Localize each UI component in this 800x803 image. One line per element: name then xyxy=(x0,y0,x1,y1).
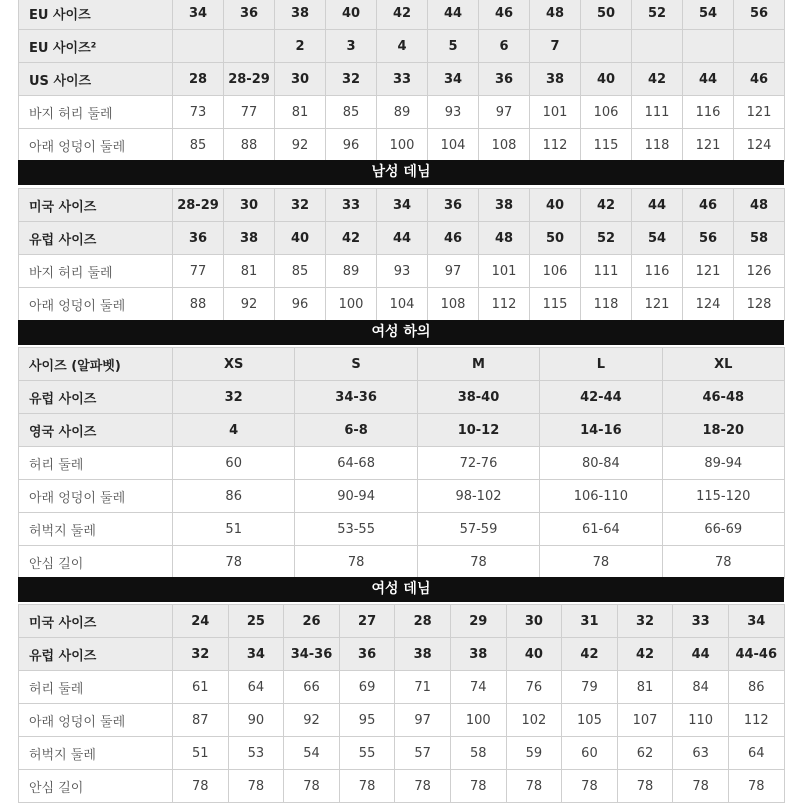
table-cell: 36 xyxy=(479,63,530,96)
table-cell: XL xyxy=(662,348,784,381)
row-label: 안심 길이 xyxy=(19,770,173,803)
table-cell: 81 xyxy=(617,671,673,704)
table-cell: 111 xyxy=(581,255,632,288)
row-label: 미국 사이즈 xyxy=(19,189,173,222)
table-cell: 100 xyxy=(377,129,428,162)
table-cell: 61-64 xyxy=(540,513,662,546)
table-cell: 107 xyxy=(617,704,673,737)
table-row xyxy=(19,129,785,162)
row-label: 아래 엉덩이 둘레 xyxy=(19,288,173,321)
table-cell: 30 xyxy=(275,63,326,96)
table-cell: 10-12 xyxy=(417,414,539,447)
table-cell: 111 xyxy=(632,96,683,129)
table-row xyxy=(19,30,785,63)
women-denim-size-table xyxy=(18,604,785,803)
table-cell: 33 xyxy=(377,63,428,96)
table-cell: 3 xyxy=(326,30,377,63)
row-label: 영국 사이즈 xyxy=(19,414,173,447)
table-cell: 57-59 xyxy=(417,513,539,546)
table-cell: 84 xyxy=(673,671,729,704)
table-cell: 32 xyxy=(275,189,326,222)
table-cell: 104 xyxy=(428,129,479,162)
table-cell: 46 xyxy=(479,0,530,30)
table-cell: 69 xyxy=(339,671,395,704)
table-cell: 112 xyxy=(728,704,784,737)
table-cell: 42 xyxy=(617,638,673,671)
table-cell: 34 xyxy=(728,605,784,638)
table-cell: 115-120 xyxy=(662,480,784,513)
table-row xyxy=(19,638,785,671)
table-cell: 28-29 xyxy=(173,189,224,222)
table-cell: 38 xyxy=(479,189,530,222)
row-label: 사이즈 (알파벳) xyxy=(19,348,173,381)
table-cell: 38 xyxy=(530,63,581,96)
table-cell: 62 xyxy=(617,737,673,770)
table-cell: 53 xyxy=(228,737,284,770)
table-cell: 34 xyxy=(228,638,284,671)
table-cell: 92 xyxy=(275,129,326,162)
table-cell: 58 xyxy=(734,222,785,255)
table-cell: 34-36 xyxy=(295,381,417,414)
table-cell: 78 xyxy=(662,546,784,579)
table-row xyxy=(19,0,785,30)
table-cell: 77 xyxy=(224,96,275,129)
table-cell: 44 xyxy=(632,189,683,222)
table-cell: 118 xyxy=(632,129,683,162)
table-cell: 85 xyxy=(173,129,224,162)
table-cell: 25 xyxy=(228,605,284,638)
row-label: 아래 엉덩이 둘레 xyxy=(19,129,173,162)
table-row xyxy=(19,546,785,579)
women-bottoms-size-table xyxy=(18,347,785,579)
table-cell: 44 xyxy=(683,63,734,96)
table-cell: 44 xyxy=(377,222,428,255)
table-cell: 88 xyxy=(173,288,224,321)
table-cell xyxy=(632,30,683,63)
table-cell: 4 xyxy=(173,414,295,447)
row-label: 아래 엉덩이 둘레 xyxy=(19,480,173,513)
table-cell: 6-8 xyxy=(295,414,417,447)
row-label: 바지 허리 둘레 xyxy=(19,96,173,129)
table-cell: 36 xyxy=(224,0,275,30)
table-cell: 38-40 xyxy=(417,381,539,414)
table-cell: 77 xyxy=(173,255,224,288)
table-cell: 28 xyxy=(395,605,451,638)
table-cell: 121 xyxy=(632,288,683,321)
table-cell: 42 xyxy=(562,638,618,671)
table-cell: 28-29 xyxy=(224,63,275,96)
table-row xyxy=(19,704,785,737)
table-cell: 115 xyxy=(581,129,632,162)
table-cell: 32 xyxy=(173,638,229,671)
table-cell: 64 xyxy=(728,737,784,770)
table-cell xyxy=(734,30,785,63)
table-cell: 32 xyxy=(173,381,295,414)
men-denim-size-table xyxy=(18,188,785,321)
table-cell: 51 xyxy=(173,513,295,546)
table-cell: 54 xyxy=(632,222,683,255)
table-cell: 86 xyxy=(728,671,784,704)
table-cell: 96 xyxy=(275,288,326,321)
table-cell: 118 xyxy=(581,288,632,321)
table-cell xyxy=(683,30,734,63)
table-cell: 95 xyxy=(339,704,395,737)
table-cell: 61 xyxy=(173,671,229,704)
table-cell: 97 xyxy=(479,96,530,129)
table-cell: 88 xyxy=(224,129,275,162)
table-row xyxy=(19,770,785,803)
table-row xyxy=(19,605,785,638)
table-cell: 46 xyxy=(683,189,734,222)
table-cell: 78 xyxy=(540,546,662,579)
table-cell: 46 xyxy=(734,63,785,96)
table-cell: 53-55 xyxy=(295,513,417,546)
table-cell: 100 xyxy=(450,704,506,737)
table-cell: 52 xyxy=(581,222,632,255)
men-denim-banner: 남성 데님 xyxy=(18,160,784,185)
table-cell: 92 xyxy=(284,704,340,737)
table-cell: 76 xyxy=(506,671,562,704)
women-bottoms-banner: 여성 하의 xyxy=(18,320,784,345)
table-cell: 78 xyxy=(173,546,295,579)
table-cell: 50 xyxy=(530,222,581,255)
table-cell: 44-46 xyxy=(728,638,784,671)
table-cell: 29 xyxy=(450,605,506,638)
table-cell: 110 xyxy=(673,704,729,737)
table-cell: 42 xyxy=(632,63,683,96)
table-cell: 98-102 xyxy=(417,480,539,513)
row-label: 미국 사이즈 xyxy=(19,605,173,638)
table-cell: 18-20 xyxy=(662,414,784,447)
table-cell: 124 xyxy=(734,129,785,162)
table-cell: 31 xyxy=(562,605,618,638)
table-cell: 124 xyxy=(683,288,734,321)
table-cell: 121 xyxy=(734,96,785,129)
table-cell: 106 xyxy=(581,96,632,129)
table-cell: 106-110 xyxy=(540,480,662,513)
table-cell: 40 xyxy=(506,638,562,671)
table-cell: 33 xyxy=(673,605,729,638)
table-cell: 78 xyxy=(339,770,395,803)
table-cell: 89 xyxy=(377,96,428,129)
table-cell: 101 xyxy=(479,255,530,288)
table-cell: 92 xyxy=(224,288,275,321)
table-cell: 128 xyxy=(734,288,785,321)
table-cell: 42 xyxy=(377,0,428,30)
men-bottoms-size-table xyxy=(18,0,785,162)
table-cell: 121 xyxy=(683,129,734,162)
table-cell: 105 xyxy=(562,704,618,737)
table-cell: 58 xyxy=(450,737,506,770)
table-cell: 78 xyxy=(673,770,729,803)
table-cell: 28 xyxy=(173,63,224,96)
table-cell: 6 xyxy=(479,30,530,63)
table-cell: 81 xyxy=(224,255,275,288)
table-cell: 38 xyxy=(275,0,326,30)
table-cell: 78 xyxy=(728,770,784,803)
table-cell: 78 xyxy=(228,770,284,803)
table-cell: 63 xyxy=(673,737,729,770)
table-cell: 78 xyxy=(295,546,417,579)
table-cell: S xyxy=(295,348,417,381)
table-row xyxy=(19,414,785,447)
table-cell: 34 xyxy=(428,63,479,96)
table-row xyxy=(19,222,785,255)
table-cell: 78 xyxy=(284,770,340,803)
table-cell: XS xyxy=(173,348,295,381)
table-cell: 93 xyxy=(428,96,479,129)
table-row xyxy=(19,381,785,414)
table-cell: 66-69 xyxy=(662,513,784,546)
table-cell: 96 xyxy=(326,129,377,162)
table-cell: 40 xyxy=(326,0,377,30)
table-cell: 64 xyxy=(228,671,284,704)
table-cell: 5 xyxy=(428,30,479,63)
table-cell: 126 xyxy=(734,255,785,288)
table-cell: 48 xyxy=(530,0,581,30)
table-cell: 108 xyxy=(479,129,530,162)
table-row xyxy=(19,737,785,770)
table-cell: 78 xyxy=(450,770,506,803)
table-cell: 7 xyxy=(530,30,581,63)
table-cell: 60 xyxy=(173,447,295,480)
table-row xyxy=(19,255,785,288)
table-cell: 36 xyxy=(428,189,479,222)
table-cell: 85 xyxy=(326,96,377,129)
row-label: 유럽 사이즈 xyxy=(19,638,173,671)
table-cell: 38 xyxy=(224,222,275,255)
table-cell: 97 xyxy=(395,704,451,737)
table-cell: 26 xyxy=(284,605,340,638)
table-cell: 60 xyxy=(562,737,618,770)
table-cell: 57 xyxy=(395,737,451,770)
table-cell: 34 xyxy=(377,189,428,222)
table-cell: 46 xyxy=(428,222,479,255)
table-cell: 86 xyxy=(173,480,295,513)
women-denim-banner: 여성 데님 xyxy=(18,577,784,602)
table-cell: 71 xyxy=(395,671,451,704)
table-row xyxy=(19,96,785,129)
table-cell: 38 xyxy=(395,638,451,671)
row-label: 허리 둘레 xyxy=(19,671,173,704)
table-cell: 51 xyxy=(173,737,229,770)
table-cell: 36 xyxy=(173,222,224,255)
table-cell: 97 xyxy=(428,255,479,288)
row-label: 안심 길이 xyxy=(19,546,173,579)
row-label: 허리 둘레 xyxy=(19,447,173,480)
table-cell xyxy=(224,30,275,63)
table-cell: 24 xyxy=(173,605,229,638)
row-label: 허벅지 둘레 xyxy=(19,737,173,770)
table-row xyxy=(19,189,785,222)
table-cell: 48 xyxy=(734,189,785,222)
table-cell: 89-94 xyxy=(662,447,784,480)
table-cell: 54 xyxy=(284,737,340,770)
table-cell: 34-36 xyxy=(284,638,340,671)
table-cell: 90-94 xyxy=(295,480,417,513)
table-cell: M xyxy=(417,348,539,381)
table-row xyxy=(19,513,785,546)
table-cell: 55 xyxy=(339,737,395,770)
row-label: 허벅지 둘레 xyxy=(19,513,173,546)
table-cell: 40 xyxy=(581,63,632,96)
row-label: 유럽 사이즈 xyxy=(19,222,173,255)
table-cell: 80-84 xyxy=(540,447,662,480)
table-cell: 32 xyxy=(326,63,377,96)
table-row xyxy=(19,348,785,381)
table-cell: 104 xyxy=(377,288,428,321)
table-cell: 30 xyxy=(506,605,562,638)
row-label: 바지 허리 둘레 xyxy=(19,255,173,288)
table-cell: 100 xyxy=(326,288,377,321)
row-label: EU 사이즈 xyxy=(19,0,173,30)
table-cell: 56 xyxy=(683,222,734,255)
table-cell: 74 xyxy=(450,671,506,704)
table-cell: 50 xyxy=(581,0,632,30)
table-cell: 2 xyxy=(275,30,326,63)
table-cell: 106 xyxy=(530,255,581,288)
table-cell: 42-44 xyxy=(540,381,662,414)
table-cell: 78 xyxy=(506,770,562,803)
table-cell: 42 xyxy=(581,189,632,222)
table-cell: 38 xyxy=(450,638,506,671)
table-cell xyxy=(173,30,224,63)
table-cell: 56 xyxy=(734,0,785,30)
table-cell: 85 xyxy=(275,255,326,288)
row-label: EU 사이즈² xyxy=(19,30,173,63)
table-cell: 36 xyxy=(339,638,395,671)
table-cell: 116 xyxy=(632,255,683,288)
table-cell: 79 xyxy=(562,671,618,704)
table-cell: 115 xyxy=(530,288,581,321)
table-cell: 78 xyxy=(417,546,539,579)
table-row xyxy=(19,480,785,513)
table-cell: 30 xyxy=(224,189,275,222)
row-label: 아래 엉덩이 둘레 xyxy=(19,704,173,737)
table-cell: 101 xyxy=(530,96,581,129)
table-cell: 72-76 xyxy=(417,447,539,480)
table-cell: 44 xyxy=(673,638,729,671)
table-cell: 14-16 xyxy=(540,414,662,447)
table-cell: 59 xyxy=(506,737,562,770)
table-cell: 54 xyxy=(683,0,734,30)
table-cell: 78 xyxy=(395,770,451,803)
table-cell: 108 xyxy=(428,288,479,321)
table-cell: 48 xyxy=(479,222,530,255)
table-cell: 32 xyxy=(617,605,673,638)
table-cell: 87 xyxy=(173,704,229,737)
table-cell: 112 xyxy=(479,288,530,321)
table-cell: 42 xyxy=(326,222,377,255)
table-row xyxy=(19,63,785,96)
table-cell: 27 xyxy=(339,605,395,638)
table-cell: 78 xyxy=(562,770,618,803)
table-row xyxy=(19,288,785,321)
table-cell: 52 xyxy=(632,0,683,30)
table-cell: 73 xyxy=(173,96,224,129)
row-label: 유럽 사이즈 xyxy=(19,381,173,414)
table-cell: 81 xyxy=(275,96,326,129)
table-cell: 89 xyxy=(326,255,377,288)
row-label: US 사이즈 xyxy=(19,63,173,96)
table-cell: 34 xyxy=(173,0,224,30)
table-cell: 121 xyxy=(683,255,734,288)
table-cell: L xyxy=(540,348,662,381)
table-cell: 66 xyxy=(284,671,340,704)
table-cell: 93 xyxy=(377,255,428,288)
table-cell: 78 xyxy=(173,770,229,803)
table-row xyxy=(19,447,785,480)
table-cell: 78 xyxy=(617,770,673,803)
table-cell xyxy=(581,30,632,63)
table-cell: 33 xyxy=(326,189,377,222)
table-cell: 44 xyxy=(428,0,479,30)
table-cell: 116 xyxy=(683,96,734,129)
table-cell: 102 xyxy=(506,704,562,737)
table-cell: 40 xyxy=(275,222,326,255)
table-cell: 4 xyxy=(377,30,428,63)
table-row xyxy=(19,671,785,704)
table-cell: 46-48 xyxy=(662,381,784,414)
table-cell: 40 xyxy=(530,189,581,222)
table-cell: 112 xyxy=(530,129,581,162)
table-cell: 90 xyxy=(228,704,284,737)
table-cell: 64-68 xyxy=(295,447,417,480)
